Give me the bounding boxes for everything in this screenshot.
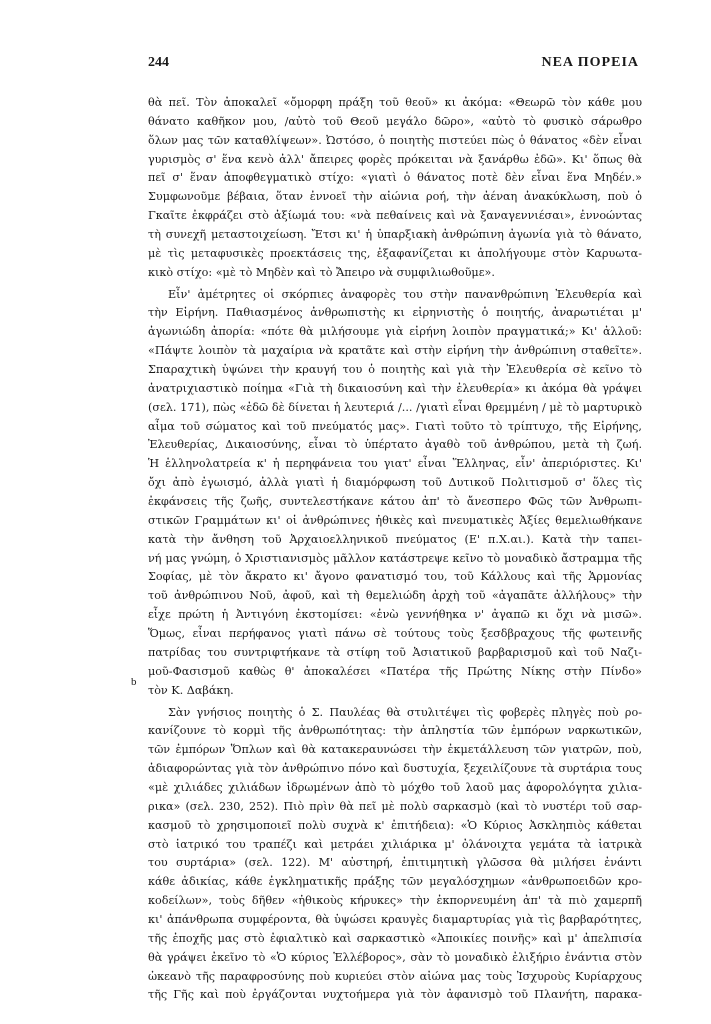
text-line: Σοφίας, μὲ τὸν ἄκρατο κι' ἄγονο φανατισμό του, τοῦ Κάλλους καὶ τῆς Ἁρμονίας: [148, 570, 642, 584]
text-line: Ἡ ἑλληνολατρεία κ' ἡ περηφάνεια του γιατ' εἶναι Ἕλληνας, εἶν' ἀπεριόριστες. Κι': [148, 457, 642, 471]
text-line: ἀδιαφορώντας γιὰ τὸν ἀνθρώπινο πόνο καὶ δυστυχία, ξεχειλίζουνε τὰ συρτάρια τους: [148, 762, 642, 776]
text-line: στὸ ἰατρικό του τραπέζι καὶ μετράει χιλιάρικα μ' ὀλάνοιχτα γεμάτα τὰ ἰατρικὰ: [148, 837, 642, 851]
margin-mark: b: [131, 676, 137, 688]
body-text: [148, 94, 642, 1005]
text-line: πατρίδας του συντριφτήκανε τὰ στίφη τοῦ Ἀσιατικοῦ βαρβαρισμοῦ καὶ τοῦ Ναζι-: [148, 645, 642, 659]
text-line: ὅλων μας τῶν καταθλίψεων». Ὠστόσο, ὁ ποιητὴς πιστεύει πὼς ὁ θάνατος «δὲν εἶναι: [148, 133, 642, 147]
text-line: κατὰ τὴν ἄνθηση τοῦ Ἀρχαιοελληνικοῦ πνεύματος (Ε' π.Χ.αι.). Κατὰ τὴν ταπει-: [148, 532, 642, 546]
text-line: Σπαραχτικὴ ὑψώνει τὴν κραυγή του ὁ ποιητὴς καὶ γιὰ τὴν Ἐλευθερία σὲ κεῖνο τὸ: [148, 363, 642, 377]
text-line: ὄχι ἀπὸ ἐγωισμό, ἀλλὰ γιατὶ ἡ διαμόρφωση τοῦ Δυτικοῦ Πολιτισμοῦ σ' ὅλες τὶς: [148, 476, 642, 490]
text-line: Συμφωνοῦμε βέβαια, ὅταν ἐννοεῖ τὴν αἰώνια ροή, τὴν ἀέναη ἀνακύκλωση, ποὺ ὁ: [148, 190, 642, 204]
text-line: στικῶν Γραμμάτων κι' οἱ ἀνθρώπινες ἠθικὲς καὶ πνευματικὲς Ἀξίες θεμελιωθήκανε: [148, 513, 642, 527]
text-line: τὴν Εἰρήνη. Παθιασμένος ἀνθρωπιστὴς κι εἰρηνιστὴς ὁ ποιητής, ἀναρωτιέται μ': [148, 306, 642, 320]
text-line: κανίζουνε τὸ κορμὶ τῆς ἀνθρωπότητας: τὴν ἀπληστία τῶν ἐμπόρων ναρκωτικῶν,: [148, 724, 642, 738]
text-line: αἷμα τοῦ σώματος καὶ τοῦ πνεύματός μας». Γιατὶ τοῦτο τὸ τρίπτυχο, τῆς Εἰρήνης,: [148, 419, 642, 433]
text-line: ἀγωνιώδη ἀπορία: «πότε θὰ μιλήσουμε γιὰ εἰρήνη λοιπὸν πραγματικά;» Κι' ἀλλοῦ:: [148, 325, 642, 339]
page-number: 244: [148, 55, 169, 70]
text-line: κικὸ στίχο: «μὲ τὸ Μηδὲν καὶ τὸ Ἄπειρο νὰ συμφιλιωθοῦμε».: [148, 265, 495, 279]
text-line: τῆς Γῆς καὶ ποὺ ἐργάζονται νυχτοήμερα γιὰ τὸν ἀφανισμὸ τοῦ Πλανήτη, παρακα-: [148, 988, 642, 1002]
text-line: θὰ πεῖ. Τὸν ἀποκαλεῖ «ὄμορφη πράξη τοῦ θεοῦ» κι ἀκόμα: «Θεωρῶ τὸν κάθε μου: [148, 96, 642, 109]
text-line: τὸν Κ. Δαβάκη.: [148, 683, 234, 697]
running-title: ΝΕΑ ΠΟΡΕΙΑ: [541, 55, 639, 70]
text-line: τῆς ἐποχῆς μας στὸ ἐφιαλτικὸ καὶ σαρκαστικὸ «Ἀποικίες ποινῆς» καὶ μ' ἀπελπισία: [148, 931, 642, 945]
text-line: Σὰν γνήσιος ποιητὴς ὁ Σ. Παυλέας θὰ στυλιτέψει τὶς φοβερὲς πληγὲς ποὺ ρο-: [168, 705, 642, 719]
text-line: ἐκφάνσεις τῆς ζωῆς, συντελεστήκανε κάτου ἀπ' τὸ ἄνεσπερο Φῶς τῶν Ἀνθρωπι-: [148, 495, 642, 509]
text-line: θάνατο καθῆκον μου, /αὐτὸ τοῦ Θεοῦ μεγάλο δῶρο», «αὐτὸ τὸ φυσικὸ σάρωθρο: [148, 114, 642, 128]
text-line: κασμοῦ τὸ χρησιμοποιεῖ πολὺ συχνὰ κ' ἐπιτήδεια): «Ὁ Κύριος Ἀσκληπιὸς κάθεται: [148, 818, 642, 832]
text-line: τὴ συνεχῆ μεταστοιχείωση. Ἔτσι κι' ἡ ὑπαρξιακὴ ἀνθρώπινη ἀγωνία γιὰ τὸ θάνατο,: [148, 228, 642, 242]
text-line: θὰ γράψει ἐκεῖνο τὸ «Ὁ κύριος Ἑλλέβορος», σὰν τὸ μοναδικὸ ἐλιξήριο ἐνάντια στὸν: [148, 950, 642, 964]
text-line: γυρισμὸς σ' ἕνα κενὸ ἀλλ' ἄπειρες φορὲς πρόκειται νὰ ξανάρθω ἐδῶ». Κι' ὅπως θὰ: [148, 152, 642, 166]
text-line: ἀνατριχιαστικὸ ποίημα «Γιὰ τὴ δικαιοσύνη καὶ τὴν ἐλευθερία» κι ἀκόμα θὰ γράψει: [148, 381, 642, 395]
text-line: τῶν ἐμπόρων Ὅπλων καὶ θὰ κατακεραυνώσει τὴν ἐκμετάλλευση τῶν γιατρῶν, ποὺ,: [148, 743, 642, 757]
text-line: Ἐλευθερίας, Δικαιοσύνης, εἶναι τὸ ὑπέρτατο ἀγαθὸ τοῦ ἀνθρώπου, μετὰ τὴ ζωή.: [148, 438, 642, 452]
text-line: «Πάψτε λοιπὸν τὰ μαχαίρια νὰ κρατᾶτε καὶ στὴν εἰρήνη τὴν ἀνθρώπινη σταθεῖτε».: [148, 344, 642, 358]
text-line: μὲ τὶς μεταφυσικὲς προεκτάσεις της, ἐξαφανίζεται κι ἀπολήγουμε στὸν Καρυωτα-: [148, 246, 642, 260]
text-line: του συρτάρια» (σελ. 122). Μ' αὐστηρή, ἐπιτιμητικὴ γλῶσσα θὰ μιλήσει ἐνάντι: [148, 856, 642, 870]
text-line: κι' ἀπάνθρωπα συμφέροντα, θὰ ὑψώσει κραυγὲς διαμαρτυρίας γιὰ τὶς βαρβαρότητες,: [148, 912, 642, 926]
text-line: Ὅμως, εἶναι περήφανος γιατὶ πάνω σὲ τούτους τοὺς ξεσδβραχους τῆς φωτεινῆς: [148, 627, 642, 641]
page-header: [148, 55, 639, 77]
text-line: μοῦ-Φασισμοῦ καθὼς θ' ἀποκαλέσει «Πατέρα τῆς Πρώτης Νίκης στὴν Πίνδο»: [148, 664, 642, 678]
text-line: κοδείλων», τοὺς δῆθεν «ἠθικοὺς κήρυκες» τὴν ἐκπορνευμένη ἀπ' τὰ πιὸ χαμερπῆ: [148, 894, 642, 908]
text-line: «μὲ χιλιάδες χιλιάδων ἱδρωμένων ἀπὸ τὸ μόχθο τοῦ λαοῦ μας ἀφορολόγητα χιλια-: [148, 780, 642, 794]
text-line: Εἶν' ἀμέτρητες οἱ σκόρπιες ἀναφορὲς του στὴν πανανθρώπινη Ἐλευθερία καὶ: [168, 287, 642, 301]
text-line: εἶχε πρώτη ἡ Ἀντιγόνη ἐκστομίσει: «ἐνὼ γεννήθηκα ν' ἀγαπῶ κι ὄχι νὰ μισῶ».: [148, 608, 642, 622]
text-line: τοῦ ἀνθρώπινου Νοῦ, ἀφοῦ, καὶ τὴ θεμελιώδη ἀρχὴ τοῦ «ἀγαπᾶτε ἀλλήλους» τὴν: [148, 589, 642, 603]
text-line: κάθε ἀδικίας, κάθε ἐγκληματικῆς πράξης τῶν μεγαλόσχημων «ἀνθρωποειδῶν κρο-: [148, 875, 642, 889]
text-line: νή μας γνώμη, ὁ Χριστιανισμὸς μᾶλλον κατάστρεψε κεῖνο τὸ μοναδικὸ ἄστραμμα τῆς: [148, 551, 642, 565]
text-line: Γκαῖτε ἐκφράζει στὸ ἀξίωμά του: «νὰ πεθαίνεις καὶ νὰ ξαναγεννιέσαι», ἐννοώντας: [148, 209, 642, 223]
text-line: ρικα» (σελ. 230, 252). Πιὸ πρὶν θὰ πεῖ μὲ πολὺ σαρκασμὸ (καὶ τὸ νυστέρι τοῦ σαρ-: [148, 799, 642, 813]
text-line: ὠκεανὸ τῆς παραφροσύνης ποὺ κυριεύει στὸν αἰώνα μας τοὺς Ἰσχυροὺς Κυρίαρχους: [148, 969, 642, 983]
text-line: πεῖ σ' ἕναν ἀποφθεγματικὸ στίχο: «γιατὶ ὁ θάνατος ποτὲ δὲν εἶναι ἕνα Μηδέν.»: [148, 171, 642, 185]
text-line: (σελ. 171), πὼς «ἐδῶ δὲ δίνεται ἡ λευτεριά /... /γιατὶ εἶναι θρεμμένη / μὲ τὸ μαρτυρικὸ: [148, 400, 642, 414]
